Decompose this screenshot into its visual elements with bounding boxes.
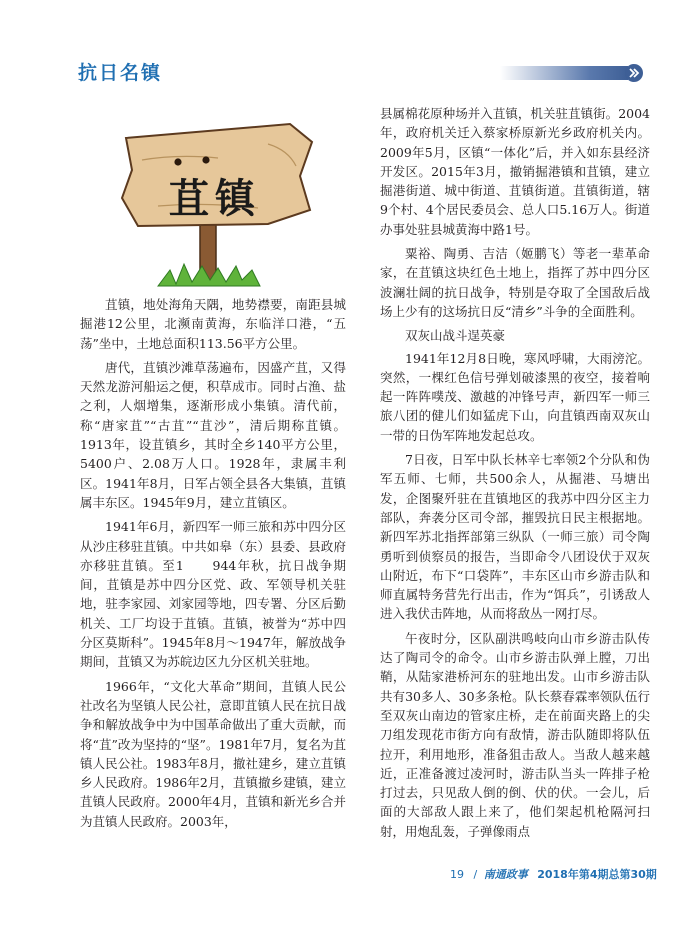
paragraph: 粟裕、陶勇、吉洁（姬鹏飞）等老一辈革命家，在苴镇这块红色土地上，指挥了苏中四分区波澜壮阔的抗日战争，特别是夺取了全国敌后战场上少有的这场抗日反“清乡”斗争的全面胜利。 [380,246,650,319]
article-right-column [380,104,650,846]
magazine-name: 南通政事 [483,868,528,881]
paragraph: 县属棉花原种场并入苴镇，机关驻苴镇街。2004年，政府机关迁入蔡家桥原新光乡政府机关内。2009年5月，区镇“一体化”后，并入如东县经济开发区。2015年3月，撤销掘港镇和苴镇，建立掘港街道、城中街道、苴镇街道。苴镇街道，辖9个村、4个居民委员会、总人口5.16万人。街道办事处驻县城黄海中路1号。 [380,106,650,237]
double-chevron-right-icon [624,63,644,83]
page-footer [380,866,657,881]
paragraph: 1941年12月8日晚，寒风呼啸，大雨滂沱。突然，一棵红色信号弹划破漆黑的夜空，接着响起一阵阵噗茂、激越的冲锋号声，新四军一师三旅八团的健儿们如猛虎下山，向苴镇西南双灰山一带的日伪军阵地发起总攻。 [380,350,650,443]
subheading: 双灰山战斗逞英豪 [405,328,506,344]
paragraph: 唐代，苴镇沙滩草荡遍布，因盛产苴，又得天然龙游河船运之便，积草成市。同时占渔、盐之利，人烟增集，逐渐形成小集镇。清代前，称“唐家苴”“古苴”“苴沙”，清后期称苴镇。1913年，设苴镇乡，其时全乡140平方公里，5400户、2.08万人口。1928年，隶属丰利区。1941年8月，日军占领全县各大集镇，苴镇属丰东区。1945年9月，建立苴镇区。 [80,359,346,510]
paragraph: 午夜时分，区队副洪鸣岐向山市乡游击队传达了陶司令的命令。山市乡游击队弹上膛，刀出鞘，从陆家港桥河东的驻地出发。山市乡游击队共有30多人、30多条枪。队长蔡春霖率领队伍行至双灰山南边的管家庄桥，走在前面夹路上的尖刀组发现花市街方向有敌情，游击队随即将队伍拉开，利用地形，准备狙击敌人。当敌人越来越近，正准备渡过凌河时，游击队当头一阵排子枪打过去，只见敌人倒的倒、伏的伏。一会儿，后面的大部敌人跟上来了，他们架起机枪隔河扫射，用炮乱轰，子弹像雨点 [380,630,650,839]
page-number: 19 [450,867,464,881]
header-decoration-bar [500,66,650,80]
paragraph: 苴镇，地处海角天隅，地势襟要，南距县城掘港12公里，北濒南黄海，东临洋口港，“五荡”坐中，土地总面积113.56平方公里。 [80,297,346,351]
header-gradient-strip [500,66,628,80]
paragraph: 1966年，“文化大革命”期间，苴镇人民公社改名为坚镇人民公社，意即苴镇人民在抗日战争和解放战争中为中国革命做出了重大贡献，而将“苴”改为坚持的“坚”。1981年7月，复名为苴镇人民公社。1983年8月，撤社建乡，建立苴镇乡人民政府。1986年2月，苴镇撤乡建镇，建立苴镇人民政府。2000年4月，苴镇和新光乡合并为苴镇人民政府。2003年， [80,678,346,829]
article-left-column [80,295,346,836]
sign-title: 苴镇 [169,176,261,222]
paragraph: 1941年6月，新四军一师三旅和苏中四分区从沙庄移驻苴镇。中共如皋（东）县委、县政府亦移驻苴镇。至1 944年秋，抗日战争期间，苴镇是苏中四分区党、政、军领导机关驻地，驻李家园、刘家园等地，四专署、分区后勤机关、工厂均设于苴镇。苴镇，被誉为“苏中四分区莫斯科”。1945年8月～1947年，解放战争期间，苴镇又为苏皖边区九分区机关驻地。 [80,519,346,670]
issue-label: 2018年第4期总第30期 [537,868,657,881]
section-title: 抗日名镇 [78,62,163,84]
paragraph: 7日夜，日军中队长林辛七率领2个分队和伪军五师、七师，共500余人，从掘港、马塘出发，企图聚歼驻在苴镇地区的我苏中四分区主力部队，奔袭分区司令部，摧毁抗日民主根据地。新四军苏北指挥部第三纵队（一师三旅）司令陶勇听到侦察员的报告，当即命令八团设伏于双灰山附近，布下“口袋阵”，丰东区山市乡游击队和师直属特务营先行出击，作为“饵兵”，引诱敌人进入我伏击阵地，从而将敌丛一网打尽。 [380,452,650,622]
footer-separator: / [473,867,478,881]
